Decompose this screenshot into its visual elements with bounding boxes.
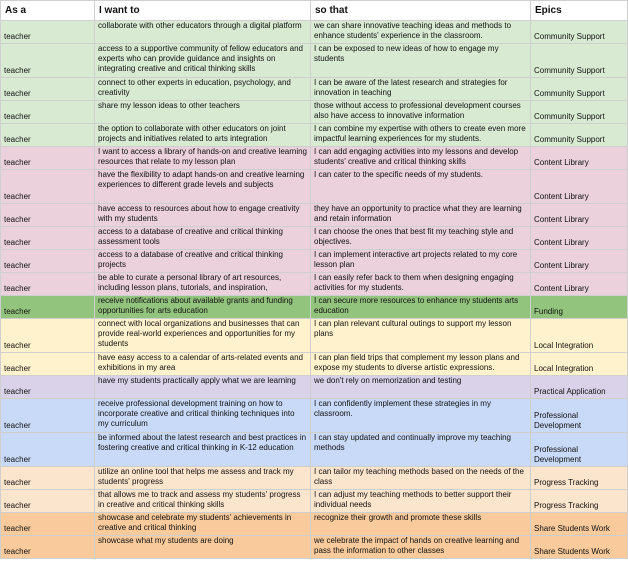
want-cell: be informed about the latest research and best practices in fostering creative and critical thinking in K-12 education [95, 433, 311, 467]
want-cell: access to a database of creative and critical thinking assessment tools [95, 227, 311, 250]
table-row [1, 296, 628, 319]
table-row [1, 353, 628, 376]
so-that-cell: I can cater to the specific needs of my students. [311, 170, 531, 204]
role-cell: teacher [1, 399, 95, 433]
want-cell: showcase what my students are doing [95, 536, 311, 559]
epic-cell: Content Library [531, 170, 628, 204]
so-that-cell: I can be aware of the latest research and strategies for innovation in teaching [311, 78, 531, 101]
epic-cell: Community Support [531, 44, 628, 78]
epic-cell: Share Students Work [531, 513, 628, 536]
header-so-that: so that [311, 1, 531, 21]
role-cell: teacher [1, 204, 95, 227]
want-cell: utilize an online tool that helps me assess and track my students' progress [95, 467, 311, 490]
table-row [1, 433, 628, 467]
table-row [1, 273, 628, 296]
want-cell: connect with local organizations and businesses that can provide real-world experiences and opportunities for my students [95, 319, 311, 353]
header-i-want-to: I want to [95, 1, 311, 21]
want-cell: have easy access to a calendar of arts-related events and exhibitions in my area [95, 353, 311, 376]
epic-cell: Content Library [531, 250, 628, 273]
epic-cell: Funding [531, 296, 628, 319]
role-cell: teacher [1, 467, 95, 490]
so-that-cell: I can easily refer back to them when designing engaging activities for my students. [311, 273, 531, 296]
so-that-cell: I can stay updated and continually improve my teaching methods [311, 433, 531, 467]
table-row [1, 170, 628, 204]
epic-cell: Community Support [531, 101, 628, 124]
header-row [1, 1, 628, 21]
want-cell: receive notifications about available grants and funding opportunities for arts education [95, 296, 311, 319]
so-that-cell: I can choose the ones that best fit my teaching style and objectives. [311, 227, 531, 250]
header-epics: Epics [531, 1, 628, 21]
so-that-cell: I can combine my expertise with others to create even more impactful learning experiences for my students. [311, 124, 531, 147]
role-cell: teacher [1, 78, 95, 101]
table-row [1, 78, 628, 101]
want-cell: showcase and celebrate my students' achievements in creative and critical thinking [95, 513, 311, 536]
table-row [1, 101, 628, 124]
want-cell: have access to resources about how to engage creativity with my students [95, 204, 311, 227]
want-cell: I want to access a library of hands-on and creative learning resources that relate to my lesson plan [95, 147, 311, 170]
so-that-cell: those without access to professional development courses also have access to innovative information [311, 101, 531, 124]
table-row [1, 21, 628, 44]
table-row [1, 44, 628, 78]
role-cell: teacher [1, 433, 95, 467]
want-cell: receive professional development training on how to incorporate creative and critical thinking techniques into my curriculum [95, 399, 311, 433]
want-cell: share my lesson ideas to other teachers [95, 101, 311, 124]
table-row [1, 250, 628, 273]
role-cell: teacher [1, 147, 95, 170]
so-that-cell: I can confidently implement these strategies in my classroom. [311, 399, 531, 433]
header-as-a: As a [1, 1, 95, 21]
want-cell: access to a database of creative and critical thinking projects [95, 250, 311, 273]
epic-cell: Progress Tracking [531, 490, 628, 513]
want-cell: have the flexibility to adapt hands-on and creative learning experiences to different grade levels and subjects [95, 170, 311, 204]
want-cell: the option to collaborate with other educators on joint projects and initiatives related to arts integration [95, 124, 311, 147]
want-cell: that allows me to track and assess my students' progress in creative and critical thinking skills [95, 490, 311, 513]
want-cell: have my students practically apply what we are learning [95, 376, 311, 399]
so-that-cell: I can implement interactive art projects related to my core lesson plan [311, 250, 531, 273]
role-cell: teacher [1, 536, 95, 559]
table-row [1, 376, 628, 399]
want-cell: collaborate with other educators through a digital platform [95, 21, 311, 44]
epic-cell: Share Students Work [531, 536, 628, 559]
so-that-cell: I can add engaging activities into my lessons and develop students' creative and critical thinking skills [311, 147, 531, 170]
so-that-cell: recognize their growth and promote these skills [311, 513, 531, 536]
want-cell: be able to curate a personal library of art resources, including lesson plans, tutorials, and inspiration, [95, 273, 311, 296]
epic-cell: Progress Tracking [531, 467, 628, 490]
table-row [1, 147, 628, 170]
role-cell: teacher [1, 490, 95, 513]
epic-cell: Community Support [531, 21, 628, 44]
so-that-cell: I can plan relevant cultural outings to support my lesson plans [311, 319, 531, 353]
epic-cell: Professional Development [531, 433, 628, 467]
so-that-cell: I can plan field trips that complement my lesson plans and expose my students to diverse artistic expressions. [311, 353, 531, 376]
table-row [1, 227, 628, 250]
role-cell: teacher [1, 170, 95, 204]
want-cell: connect to other experts in education, psychology, and creativity [95, 78, 311, 101]
role-cell: teacher [1, 101, 95, 124]
epic-cell: Local Integration [531, 319, 628, 353]
role-cell: teacher [1, 273, 95, 296]
epic-cell: Content Library [531, 204, 628, 227]
so-that-cell: I can tailor my teaching methods based on the needs of the class [311, 467, 531, 490]
role-cell: teacher [1, 376, 95, 399]
table-row [1, 513, 628, 536]
role-cell: teacher [1, 44, 95, 78]
so-that-cell: we can share innovative teaching ideas and methods to enhance students' experience in the classroom. [311, 21, 531, 44]
epic-cell: Community Support [531, 78, 628, 101]
so-that-cell: we celebrate the impact of hands on creative learning and pass the information to other classes [311, 536, 531, 559]
so-that-cell: we don't rely on memorization and testing [311, 376, 531, 399]
role-cell: teacher [1, 513, 95, 536]
role-cell: teacher [1, 319, 95, 353]
table-row [1, 490, 628, 513]
table-row [1, 124, 628, 147]
table-row [1, 399, 628, 433]
role-cell: teacher [1, 124, 95, 147]
role-cell: teacher [1, 250, 95, 273]
epic-cell: Content Library [531, 227, 628, 250]
so-that-cell: I can secure more resources to enhance my students arts education [311, 296, 531, 319]
so-that-cell: I can adjust my teaching methods to better support their individual needs [311, 490, 531, 513]
role-cell: teacher [1, 296, 95, 319]
so-that-cell: they have an opportunity to practice what they are learning and retain information [311, 204, 531, 227]
epic-cell: Professional Development [531, 399, 628, 433]
table-row [1, 467, 628, 490]
table-row [1, 204, 628, 227]
table-row [1, 536, 628, 559]
so-that-cell: I can be exposed to new ideas of how to engage my students [311, 44, 531, 78]
role-cell: teacher [1, 353, 95, 376]
epic-cell: Local Integration [531, 353, 628, 376]
epic-cell: Community Support [531, 124, 628, 147]
table-row [1, 319, 628, 353]
role-cell: teacher [1, 21, 95, 44]
role-cell: teacher [1, 227, 95, 250]
epic-cell: Content Library [531, 273, 628, 296]
epic-cell: Content Library [531, 147, 628, 170]
epic-cell: Practical Application [531, 376, 628, 399]
want-cell: access to a supportive community of fellow educators and experts who can provide guidance and insights on integrating creative and critical thinking skills [95, 44, 311, 78]
